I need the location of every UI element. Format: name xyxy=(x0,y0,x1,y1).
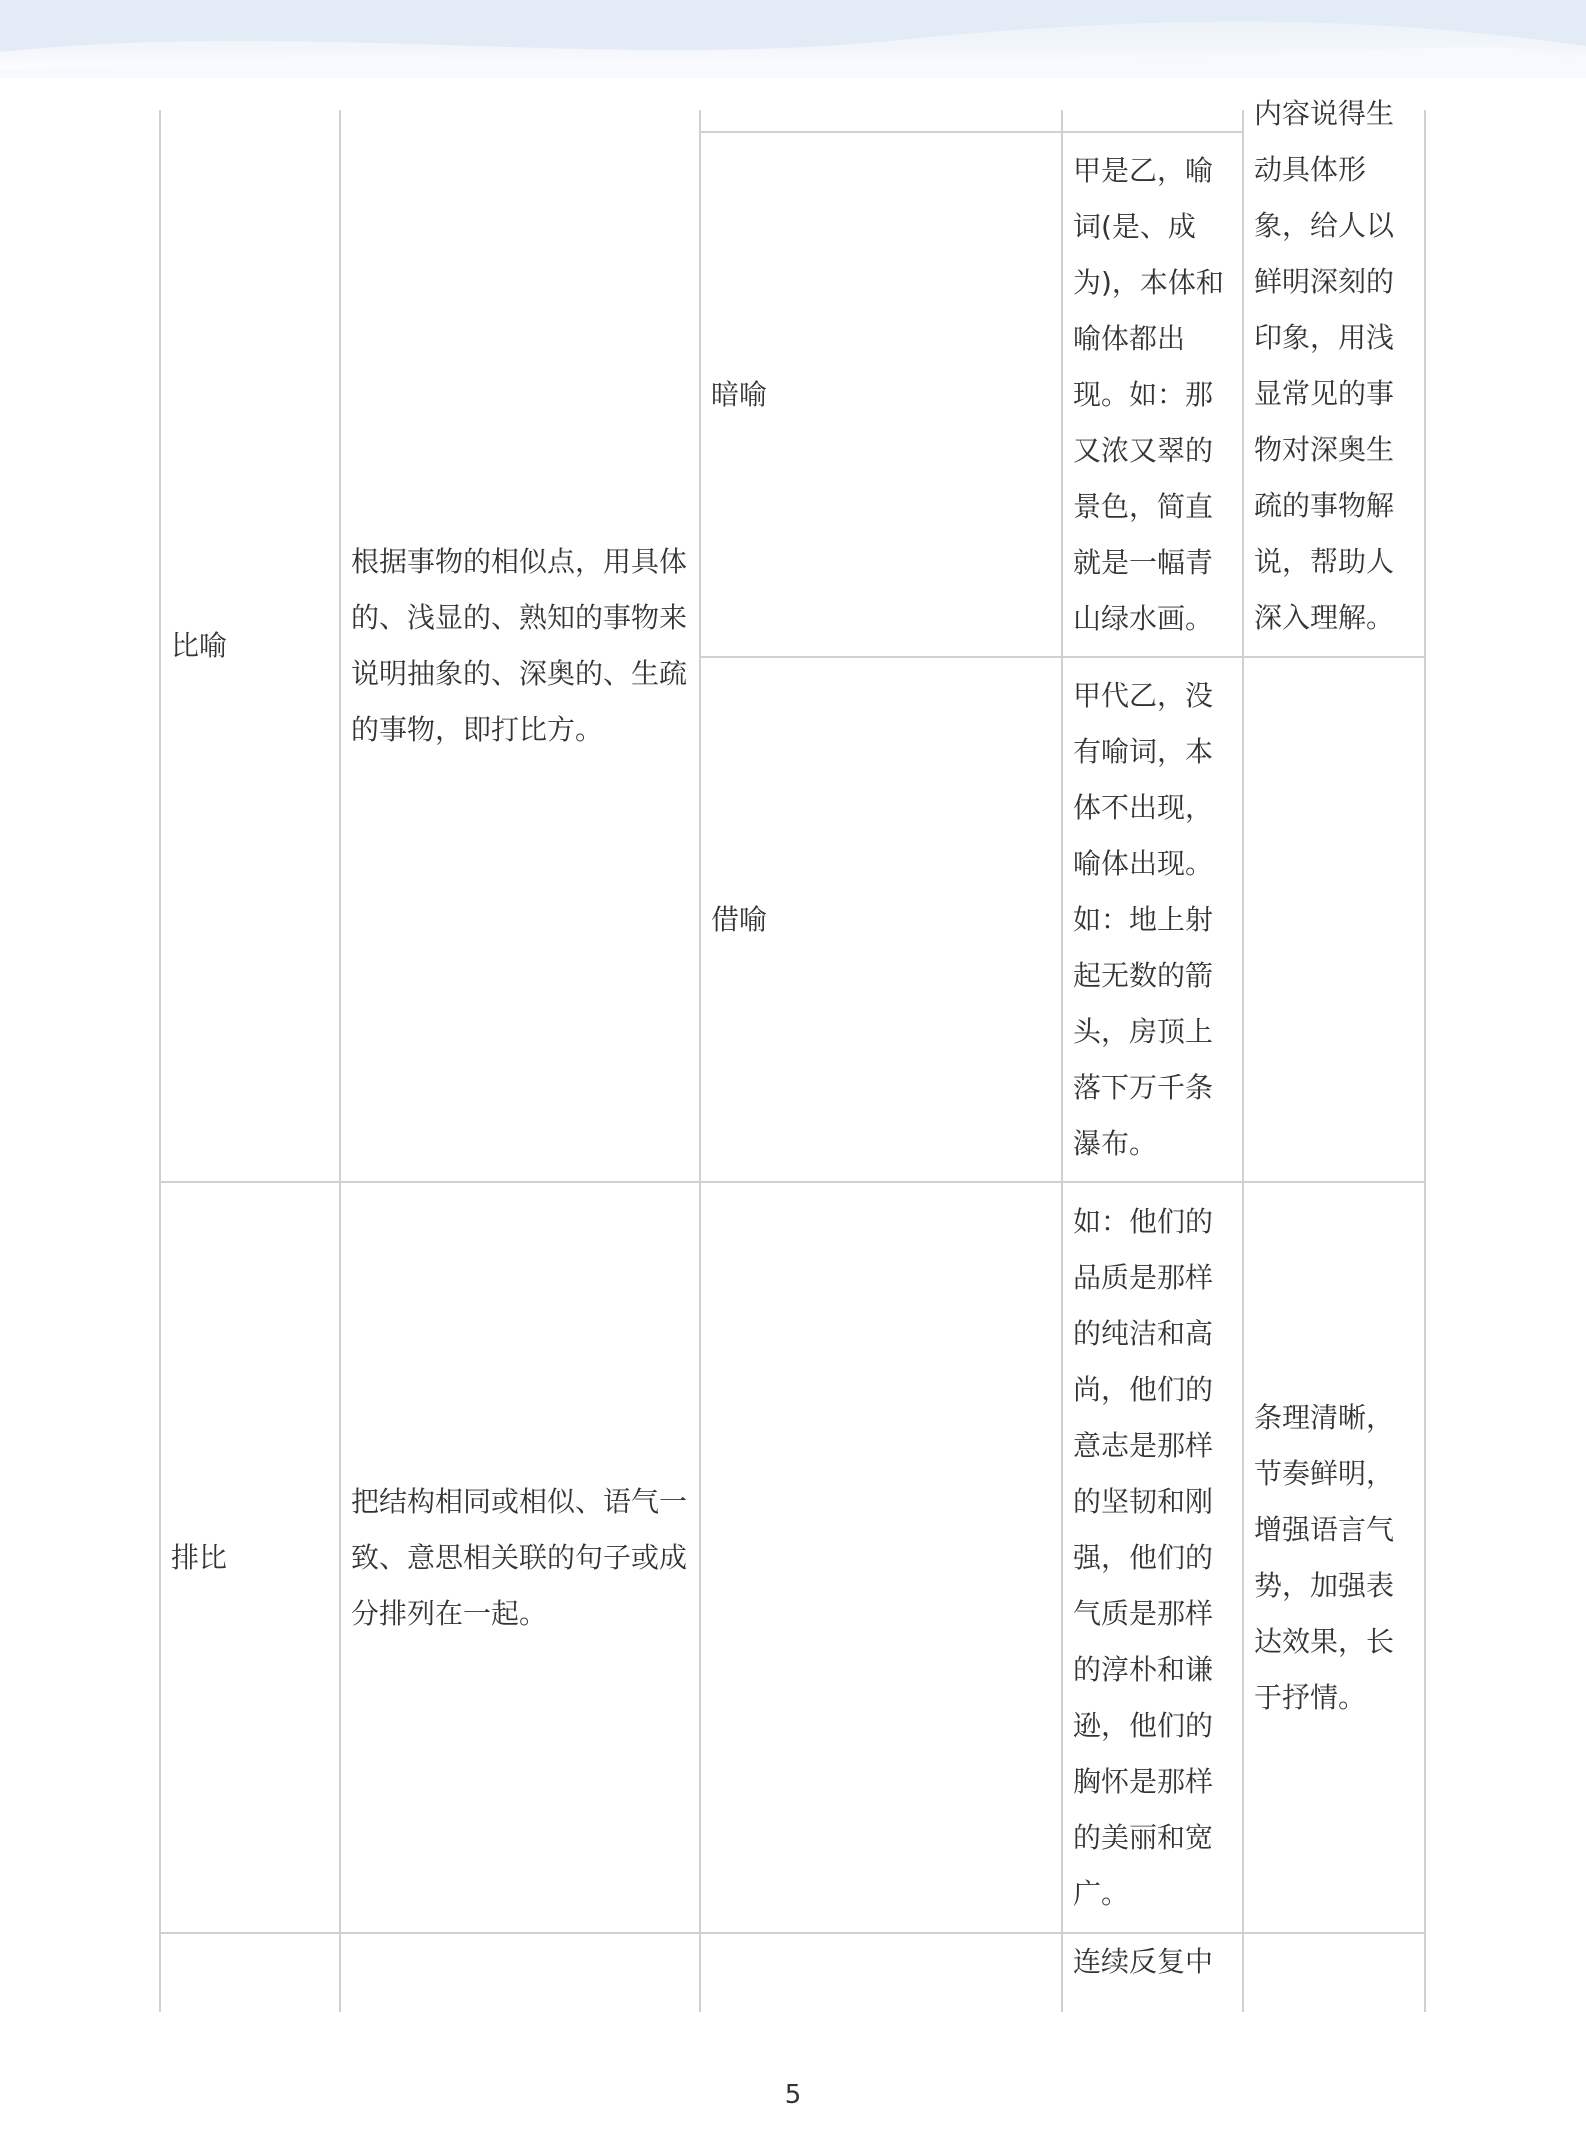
next-name-cell xyxy=(160,1933,340,2012)
subtype-description: 甲代乙，没 有喻词，本 体不出现， 喻体出现。 如：地上射 起无数的箭 头，房顶上 落下万千条 瀑布。 xyxy=(1073,678,1214,1160)
metaphor-name-cell xyxy=(160,110,340,1182)
rhetoric-effect: 内容说得生 动具体形 象，给人以 鲜明深刻的 印象，用浅 显常见的事 物对深奥生 疏的事物解 说，帮助人 深入理解。 xyxy=(1254,97,1395,634)
next-subtype-cell xyxy=(700,1933,1062,2012)
next-description-cell xyxy=(1062,1933,1243,2012)
page-header-banner xyxy=(0,0,1586,78)
subtype-cell xyxy=(700,657,1062,1182)
header-wave-decoration xyxy=(0,0,1586,78)
subtype-cell xyxy=(700,132,1062,657)
metaphor-effect-cell xyxy=(1243,97,1425,657)
parallelism-definition-cell xyxy=(340,1182,700,1933)
rhetoric-definition: 把结构相同或相似、语气一 致、意思相关联的句子或成 分排列在一起。 xyxy=(351,1484,688,1630)
parallelism-name-cell xyxy=(160,1182,340,1933)
subtype-description-cell xyxy=(1062,657,1243,1182)
rhetoric-name: 比喻 xyxy=(171,628,228,662)
previous-description-cell xyxy=(1062,110,1243,132)
empty-effect-cell xyxy=(1243,657,1425,1182)
rhetoric-table xyxy=(159,97,1426,2012)
rhetoric-example: 如：他们的 品质是那样 的纯洁和高 尚，他们的 意志是那样 的坚韧和刚 强，他们的 气质是那样 的淳朴和谦 逊，他们的 胸怀是那样 的美丽和宽 广。 xyxy=(1073,1204,1214,1910)
next-definition-cell xyxy=(340,1933,700,2012)
metaphor-definition-cell xyxy=(340,110,700,1182)
parallelism-description-cell xyxy=(1062,1182,1243,1933)
previous-subtype-cell xyxy=(700,110,1062,132)
rhetoric-name: 排比 xyxy=(171,1540,228,1574)
page-number: 5 xyxy=(784,2080,802,2110)
rhetoric-definition: 根据事物的相似点，用具体 的、浅显的、熟知的事物来 说明抽象的、深奥的、生疏 的事物，即打比方。 xyxy=(351,544,688,746)
table-row xyxy=(160,1182,1425,1933)
subtype-name: 借喻 xyxy=(711,902,768,936)
rhetoric-example: 连续反复中 xyxy=(1073,1945,1214,1978)
table-row xyxy=(160,1933,1425,2012)
subtype-description: 甲是乙，喻 词(是、成 为)，本体和 喻体都出 现。如：那 又浓又翠的 景色，简直 就是一幅青 山绿水画。 xyxy=(1073,153,1224,635)
next-effect-cell xyxy=(1243,1933,1425,2012)
table-row xyxy=(160,110,1425,132)
subtype-name: 暗喻 xyxy=(711,377,768,411)
rhetoric-effect: 条理清晰， 节奏鲜明， 增强语言气 势，加强表 达效果，长 于抒情。 xyxy=(1254,1400,1395,1714)
subtype-description-cell xyxy=(1062,132,1243,657)
parallelism-subtype-cell xyxy=(700,1182,1062,1933)
parallelism-effect-cell xyxy=(1243,1182,1425,1933)
